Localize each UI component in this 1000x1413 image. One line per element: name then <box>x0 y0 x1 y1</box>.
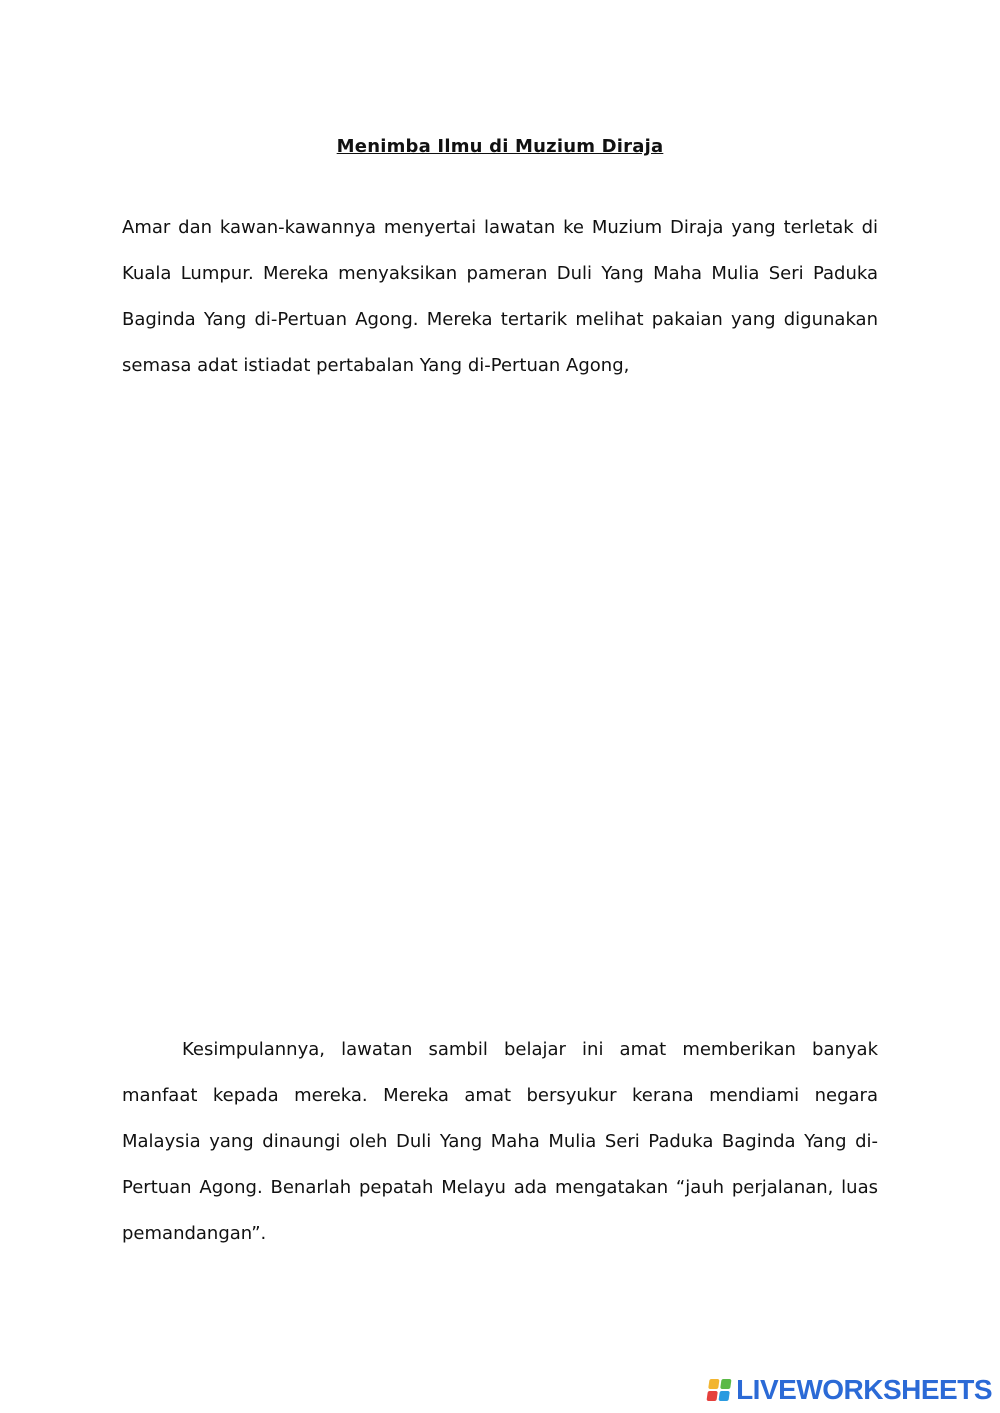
conclusion-paragraph: Kesimpulannya, lawatan sambil belajar ini amat memberikan banyak manfaat kepada mereka. Mereka amat bersyukur kerana mendiami negara Malaysia yang dinaungi oleh Duli Yang Maha Mulia Seri Paduka Baginda Yang di-Pertuan Agong. Benarlah pepatah Melayu ada mengatakan “jauh perjalanan, luas pemandangan”. <box>122 1039 878 1244</box>
intro-paragraph: Amar dan kawan-kawannya menyertai lawatan ke Muzium Diraja yang terletak di Kuala Lumpur. Mereka menyaksikan pameran Duli Yang Maha Mulia Seri Paduka Baginda Yang di-Pertuan Agong. Mereka tertarik melihat pakaian yang digunakan semasa adat istiadat pertabalan Yang di-Pertuan Agong, <box>122 217 878 376</box>
logo-mark-icon <box>707 1379 732 1401</box>
logo-text: LIVEWORKSHEETS <box>736 1374 992 1405</box>
liveworksheets-logo <box>708 1373 992 1407</box>
page-title: Menimba Ilmu di Muzium Diraja <box>336 136 664 158</box>
answer-area <box>122 440 878 1000</box>
